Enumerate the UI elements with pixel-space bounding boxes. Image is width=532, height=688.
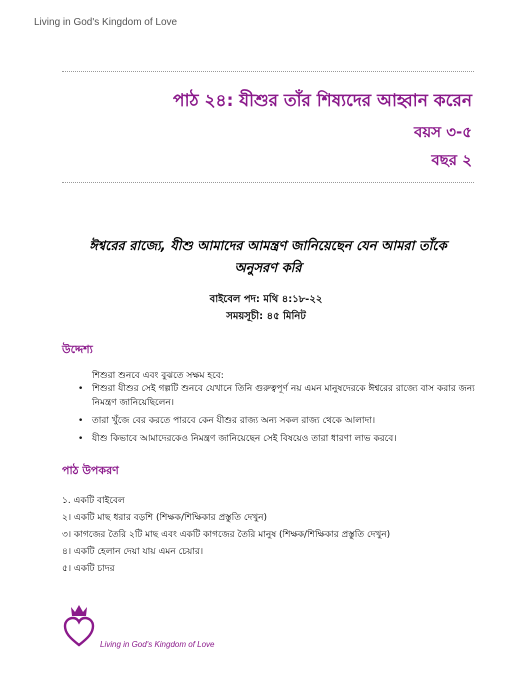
list-item	[78, 432, 478, 446]
list-item: ২। একটি মাছ ধরার বড়শি (শিক্ষক/শিক্ষিকার প্রস্তুতি দেখুন)	[62, 513, 268, 523]
year-label: বছর ২	[431, 151, 472, 169]
list-item: ৫। একটি চাদর	[62, 564, 115, 574]
materials-list	[62, 494, 482, 579]
bullet-icon: •	[78, 434, 84, 444]
list-item: ৪। একটি হেলান দেয়া যায় এমন চেয়ার।	[62, 547, 204, 557]
age-range: বয়স ৩-৫	[413, 123, 472, 141]
bible-passage: বাইবেল পদ: মথি ৪:১৮-২২	[209, 294, 323, 305]
materials-heading: পাঠ উপকরণ	[62, 464, 119, 477]
list-item	[78, 414, 478, 428]
lesson-theme-line: ঈশ্বরের রাজ্যে, যীশু আমাদের আমন্ত্রণ জানিয়েছেন যেন আমরা তাঁকে	[89, 239, 447, 254]
objective-heading: উদ্দেশ্য	[62, 343, 93, 356]
objective-text: তারা খুঁজে বের করতে পারবে কেন যীশুর রাজ্য অন্য সকল রাজ্য থেকে আলাদা।	[92, 416, 376, 426]
objective-intro: শিশুরা শুনবে এবং বুঝতে সক্ষম হবে:	[92, 371, 224, 381]
objective-list	[78, 382, 478, 450]
list-item: ১. একটি বাইবেল	[62, 496, 125, 506]
crown-heart-icon	[62, 603, 96, 649]
footer-text: Living in God's Kingdom of Love	[100, 640, 215, 649]
running-header: Living in God's Kingdom of Love	[34, 17, 178, 28]
objective-text: শিশুরা যীশুর সেই গল্পটি শুনবে যেখানে তিনি গুরুত্বপূর্ণ নয় এমন মানুষদেরকে ঈশ্বরের রাজ্যে বাস করার জন্য নিমন্ত্রণ জানিয়েছিলেন।	[92, 384, 475, 408]
lesson-duration: সময়সূচী: ৪৫ মিনিট	[226, 311, 306, 322]
top-divider	[62, 71, 474, 72]
list-item	[78, 382, 478, 410]
bottom-divider	[62, 182, 474, 183]
lesson-theme	[78, 236, 458, 280]
lesson-title: পাঠ ২৪: যীশুর তাঁর শিষ্যদের আহ্বান করেন	[173, 91, 472, 111]
lesson-theme-line: অনুসরণ করি	[234, 261, 302, 276]
bullet-icon: •	[78, 416, 84, 426]
objective-text: যীশু কিভাবে আমাদেরকেও নিমন্ত্রণ জানিয়েছেন সেই বিষয়েও তারা ধারণা লাভ করবে।	[92, 434, 397, 444]
list-item: ৩। কাগজের তৈরি ২টি মাছ এবং একটি কাগজের তৈরি মানুষ (শিক্ষক/শিক্ষিকার প্রস্তুতি দেখুন)	[62, 530, 391, 540]
bullet-icon: •	[78, 384, 84, 394]
